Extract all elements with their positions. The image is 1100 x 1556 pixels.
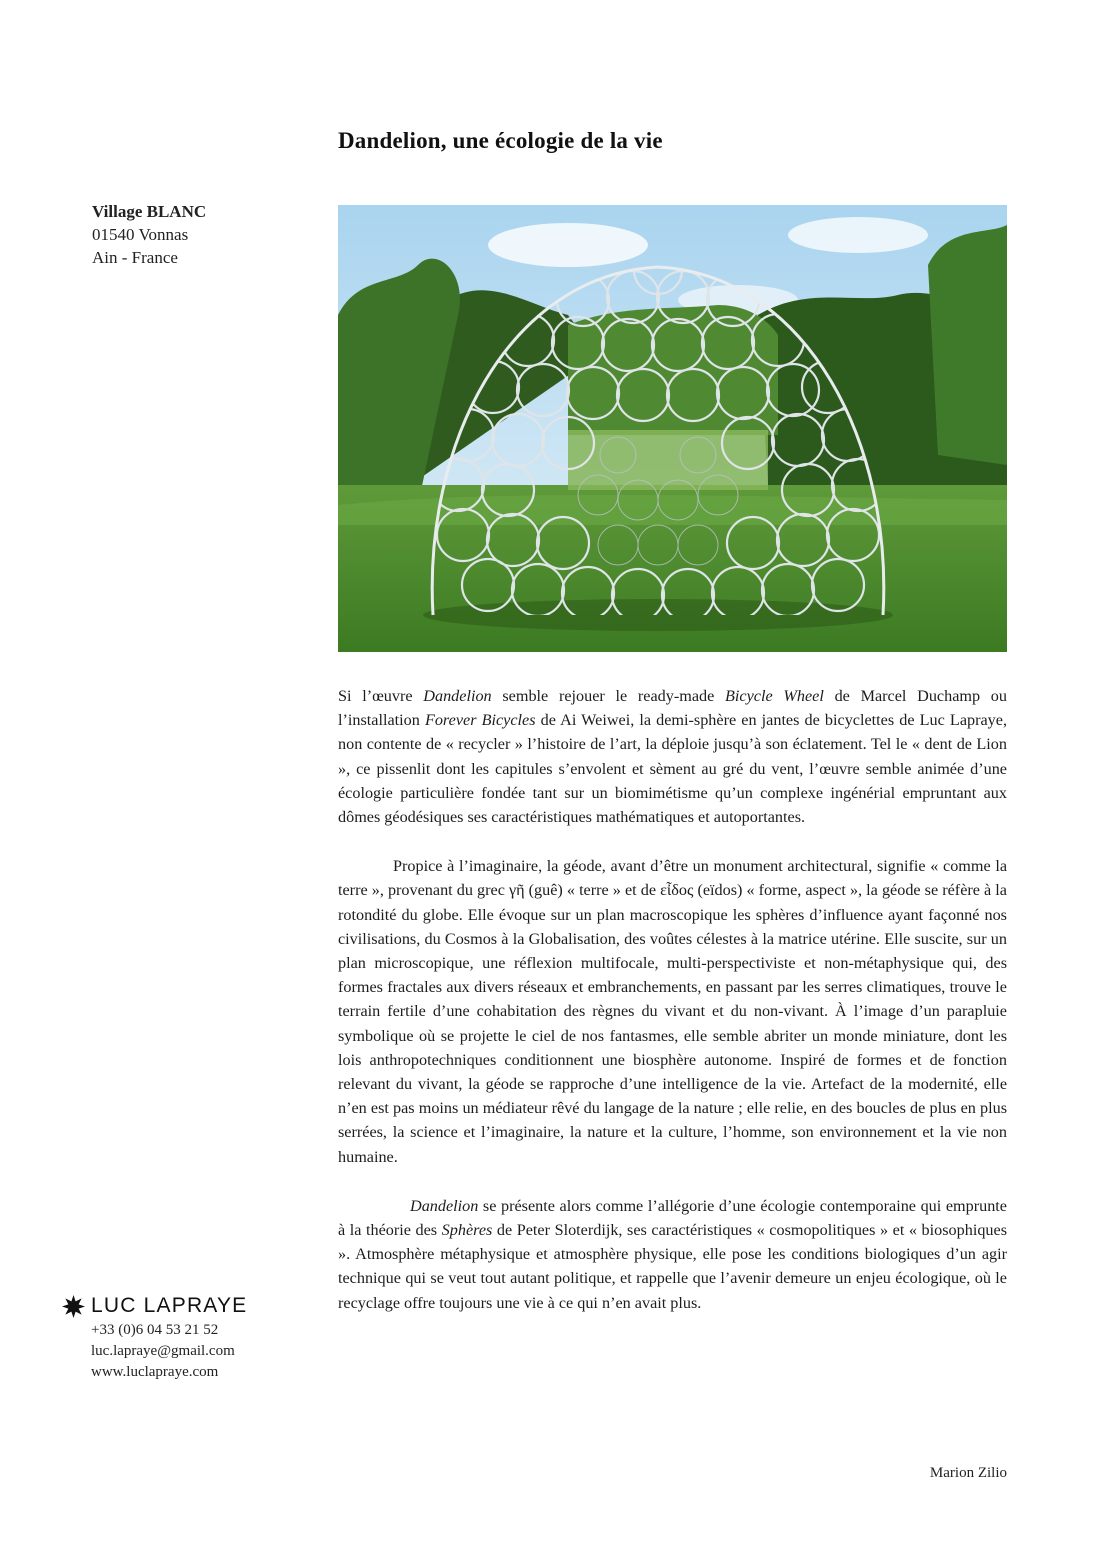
essay-paragraph-2	[338, 854, 1007, 1169]
venue-name: Village BLANC	[92, 202, 207, 221]
text-run: semble rejouer le ready-made	[491, 687, 726, 705]
italic-title: Bicycle Wheel	[725, 687, 824, 705]
italic-title: Dandelion	[410, 1196, 479, 1215]
italic-title: Sphères	[441, 1221, 493, 1240]
venue-region: Ain - France	[92, 248, 178, 267]
essay-text	[338, 684, 1007, 1315]
contact-block	[62, 1294, 247, 1383]
italic-title: Forever Bicycles	[424, 711, 536, 730]
page-title: Dandelion, une écologie de la vie	[338, 128, 663, 153]
text-run: se présente alors comme l’allégorie d’une écologie contemporaine qui emprunte à la théorie des	[338, 1196, 1007, 1240]
star-burst-icon	[62, 1295, 85, 1318]
essay-paragraph-2-rest: « comme la terre », provenant du grec γῆ (guê) « terre » et de εἶδος (eïdos) « forme, aspect », la géode se réfère à la rotondité du globe. Elle évoque sur un plan macroscopique les sphères d’influence ayant façonné nos civilisations, du Cosmos à la Globalisation, des voûtes célestes à la matrice utérine. Elle suscite, sur un plan microscopique, une réflexion multifocale, multi-perspectiviste et non-métaphysique qui, des formes fractales aux divers réseaux et embranchements, en passant par les serres climatiques, trouve le terrain fertile d’une cohabitation des règnes du vivant et du non-vivant. À l’image d’un parapluie symbolique où se projette le ciel de nos fantasmes, elle semble abriter un monde miniature, dont les lois anthropotechniques conditionnent une biosphère autonome. Inspiré de formes et de fonction relevant du vivant, la géode se rapproche d’une intelligence de la vie. Artefact de la modernité, elle n’en est pas moins un médiateur rêvé du langage de la nature ; elle relie, en des boucles de plus en plus serrées, la science et l’imaginaire, la nature et la culture, l’homme, son environnement et la vie non humaine.	[338, 857, 1008, 1166]
artist-brand	[62, 1294, 247, 1318]
phone-number: +33 (0)6 04 53 21 52	[91, 1322, 219, 1338]
essay-author: Marion Zilio	[929, 1465, 1007, 1481]
artist-name: LUC LAPRAYE	[91, 1294, 248, 1317]
email-address[interactable]: luc.lapraye@gmail.com	[91, 1343, 235, 1359]
text-run: de Ai Weiwei, la demi-sphère en jantes de bicyclettes de Luc Lapraye, non contente de « recycler » l’histoire de l’art, la déploie jusqu’à son éclatement. Tel le « dent de Lion », ce pissenlit dont les capitules s’envolent et sèment au gré du vent, l’œuvre semble animée d’une écologie particulière fondée tant sur un biomimétisme qu’un complexe ingénérial empruntant aux dômes géodésiques ses caractéristiques mathématiques et autoportantes.	[338, 711, 1008, 827]
venue-address	[92, 200, 206, 269]
essay-paragraph-1	[338, 684, 1007, 829]
text-run: Si l’œuvre	[338, 687, 424, 705]
text-run: de Marcel Duchamp ou l’installation	[338, 687, 1007, 730]
artwork-photo	[338, 205, 1007, 652]
contact-details	[91, 1320, 247, 1383]
essay-paragraph-2-first-line: Propice à l’imaginaire, la géode, avant d’être un monument architectural, signifie	[393, 857, 926, 876]
italic-title: Dandelion	[423, 687, 492, 705]
essay-paragraph-3	[338, 1194, 1007, 1315]
website-link[interactable]: www.luclapraye.com	[91, 1364, 219, 1380]
venue-city: 01540 Vonnas	[92, 225, 189, 244]
text-run: de Peter Sloterdijk, ses caractéristiques « cosmopolitiques » et « biosophiques ». Atmosphère métaphysique et atmosphère physique, elle pose les conditions biologiques d’un agir technique qui se veut tout autant politique, et rappelle que l’avenir demeure un enjeu écologique, où le recyclage offre toujours une vie à ce qui n’en avait plus.	[338, 1221, 1007, 1312]
